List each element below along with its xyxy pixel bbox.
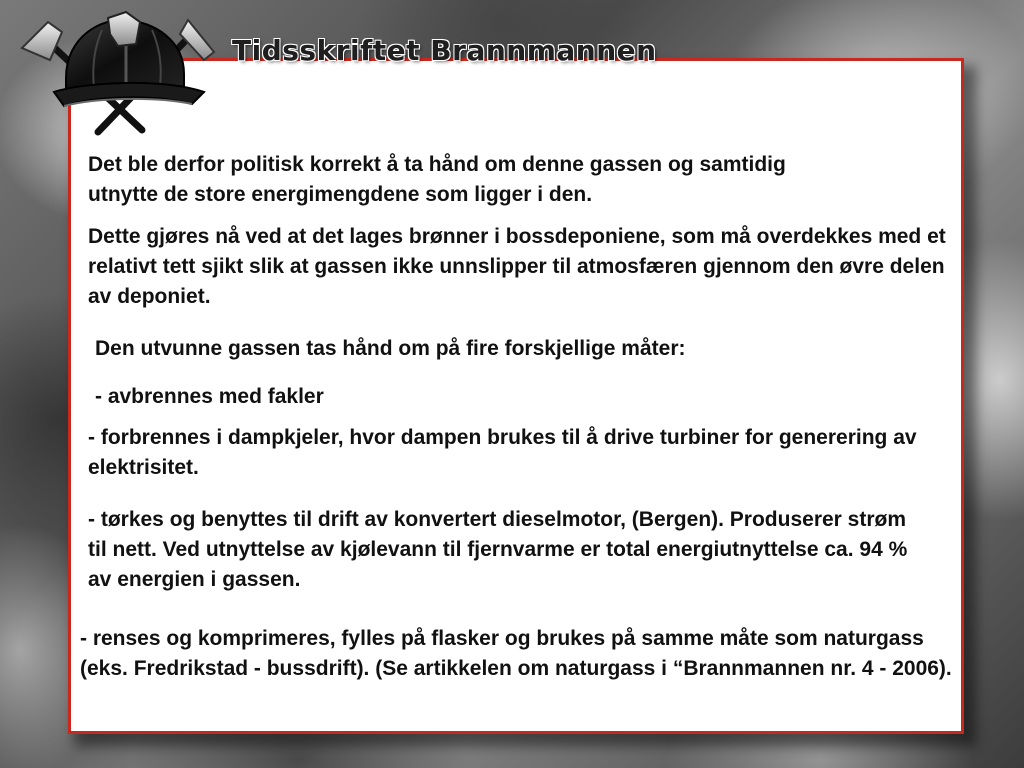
paragraph-intro: Det ble derfor politisk korrekt å ta hånd om denne gassen og samtidig utnytte de store energimengdene som ligger i den. bbox=[88, 153, 786, 206]
list-item-compression: - renses og komprimeres, fylles på flasker og brukes på samme måte som naturgass (eks. Fredrikstad - bussdrift). (Se artikkelen om naturgass i “Brannmannen nr. 4 - 2006). bbox=[80, 627, 952, 680]
list-item-flaring: - avbrennes med fakler bbox=[95, 385, 324, 408]
paragraph-wells: Dette gjøres nå ved at det lages brønner i bossdeponiene, som må overdekkes med et relativt tett sjikt slik at gassen ikke unnslipper til atmosfæren gjennom den øvre delen av deponiet. bbox=[88, 225, 946, 308]
paragraph-methods-heading: Den utvunne gassen tas hånd om på fire forskjellige måter: bbox=[95, 337, 686, 360]
brand-title: Tidsskriftet Brannmannen bbox=[232, 34, 657, 67]
fire-helmet-logo-icon bbox=[14, 8, 229, 143]
list-item-diesel-engine: - tørkes og benyttes til drift av konvertert dieselmotor, (Bergen). Produserer strøm til nett. Ved utnyttelse av kjølevann til fjernvarme er total energiutnyttelse ca. 94 % av energien i gassen. bbox=[88, 508, 908, 591]
list-item-steam-boilers: - forbrennes i dampkjeler, hvor dampen brukes til å drive turbiner for generering av elektrisitet. bbox=[88, 426, 917, 479]
